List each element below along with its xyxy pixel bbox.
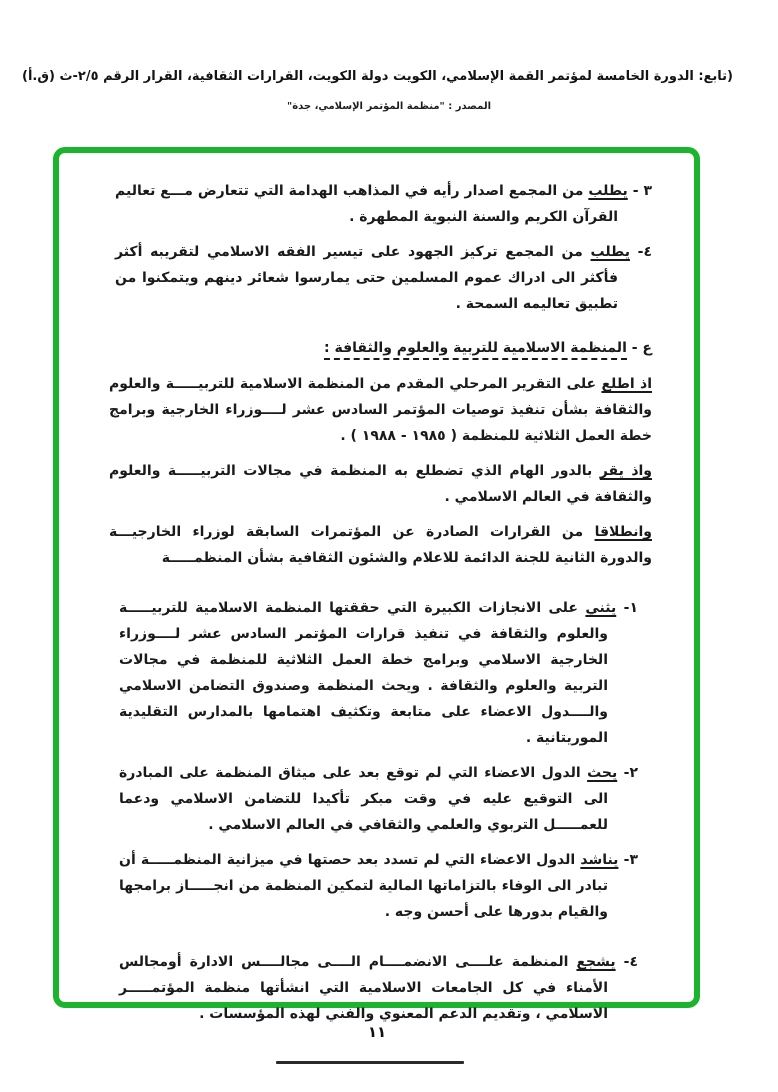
document-source-line: المصدر : "منظمة المؤتمر الإسلامي، جدة" — [286, 101, 491, 112]
document-body — [59, 153, 694, 1022]
preamble-paragraph — [109, 519, 652, 571]
item-lead-word: يطلب — [590, 244, 630, 260]
item-lead-word: يطلب — [588, 183, 628, 199]
paragraph-text: بالدور الهام الذي تضطلع به المنظمة في مجالات التربيـــــة والعلوم والثقافة في العالم الاسلامي . — [109, 463, 652, 505]
item-number: ٢- — [623, 765, 639, 781]
document-header-line: (تابع: الدورة الخامسة لمؤتمر القمة الإسلامي، الكويت دولة الكويت، القرارات الثقافية، القرار الرقم ٢/٥-ث (ق.أ) — [22, 69, 733, 84]
paragraph-text: على التقرير المرحلي المقدم من المنظمة الاسلامية للتربيـــــة والعلوم والثقافة بشأن تنفيذ توصيات المؤتمر السادس عشر لــــوزراء الخارجية وبرامج خطة العمل الثلاثية للمنظمة ( ١٩٨٥ - ١٩٨٨ ) . — [109, 376, 652, 444]
item-text: الدول الاعضاء التي لم توقع بعد على ميثاق المنظمة على المبادرة الى التوقيع عليه في وقت مبكر تأكيدا للتضامن الاسلامي ودعما للعمـــــل التربوي والعلمي والثقافي في العالم الاسلامي . — [119, 765, 608, 833]
paragraph-text: من القرارات الصادرة عن المؤتمرات السابقة لوزراء الخارجيـــة والدورة الثانية للجنة الدائمة للاعلام والشئون الثقافية بشأن المنظمـــــة — [109, 524, 652, 566]
item-text: من المجمع اصدار رأيه في المذاهب الهدامة التي تتعارض مـــع تعاليم القرآن الكريم والسنة النبوية المطهرة . — [115, 183, 618, 225]
item-text: الدول الاعضاء التي لم تسدد بعد حصتها في ميزانية المنظمـــــة أن تبادر الى الوفاء بالتزاماتها المالية لتمكين المنظمة من انجـــــاز برامجها والقيام بدورها على أحسن وجه . — [119, 852, 608, 920]
paragraph-lead-word: واذ يقر — [599, 463, 653, 479]
page-number: ١١ — [367, 1023, 387, 1041]
item-number: ٣- — [623, 852, 638, 868]
item-number: ٤- — [623, 954, 638, 970]
content-frame-green-border — [53, 147, 700, 1022]
item-lead-word: يحث — [587, 765, 618, 781]
item-text: المنظمة علــــى الانضمــــام الــــى مجالــــس الادارة أومجالس الأمناء في كل الجامعات الاسلامية التي انشأتها منظمة المؤتمـــــر الاسلامي ، وتقديم الدعم المعنوي والفني لهذه المؤسسات . — [119, 954, 608, 1022]
paragraph-lead-word: اذ اطلع — [601, 376, 653, 392]
item-number: ٤- — [637, 244, 653, 260]
item-number: ١- — [623, 600, 638, 616]
list-item — [115, 178, 652, 230]
footer-divider-line — [276, 1061, 464, 1064]
resolution-item — [119, 847, 638, 925]
item-text: على الانجازات الكبيرة التي حققتها المنظمة الاسلامية للتربيـــــة والعلوم والثقافة في تنفيذ قرارات المؤتمر السادس عشر لــــوزراء الخارجية الاسلامي وبرامج خطة العمل الثلاثية للمنظمة في مجالات التربية والعلوم والثقافة . ويحث المنظمة وصندوق التضامن الاسلامي والــــدول الاعضاء على متابعة وتكثيف اهتمامها بالمدارس التقليدية الموريتانية . — [119, 600, 608, 746]
section-heading — [109, 335, 652, 361]
item-number: ٣ - — [632, 183, 653, 199]
section-number: ع - — [631, 340, 652, 356]
preamble-paragraph — [109, 458, 652, 510]
item-text: من المجمع تركيز الجهود على تيسير الفقه الاسلامي لتقريبه أكثر فأكثر الى ادراك عموم المسلمين حتى يمارسوا شعائر دينهم ويتمكنوا من تطبيق تعاليمه السمحة . — [115, 244, 618, 312]
list-item — [115, 239, 652, 317]
section-title: المنظمة الاسلامية للتربية والعلوم والثقافة : — [324, 340, 627, 360]
preamble-paragraph — [109, 371, 652, 449]
item-lead-word: يشجع — [576, 954, 616, 970]
item-lead-word: يناشد — [580, 852, 619, 868]
paragraph-lead-word: وانطلاقا — [594, 524, 653, 540]
resolution-item — [119, 949, 638, 1027]
resolution-item — [119, 595, 638, 751]
item-lead-word: يثني — [585, 600, 617, 616]
resolution-item — [119, 760, 638, 838]
